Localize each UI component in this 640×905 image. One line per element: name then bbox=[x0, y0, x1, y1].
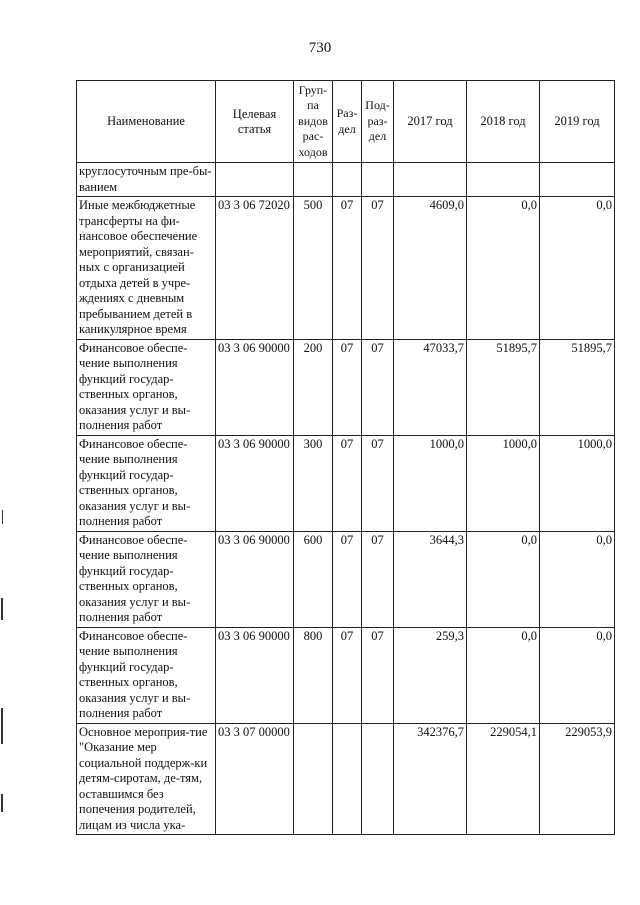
table-header-row bbox=[77, 81, 615, 163]
header-year-2017: 2017 год bbox=[394, 81, 467, 163]
row-value-2019: 51895,7 bbox=[540, 339, 615, 435]
table-row bbox=[77, 197, 615, 340]
row-value-2019: 0,0 bbox=[540, 197, 615, 340]
header-year-2018: 2018 год bbox=[467, 81, 540, 163]
margin-mark bbox=[2, 510, 3, 524]
row-value-2017 bbox=[394, 163, 467, 197]
row-target-article: 03 3 06 90000 bbox=[216, 435, 294, 531]
row-target-article: 03 3 07 00000 bbox=[216, 723, 294, 835]
row-value-2019: 0,0 bbox=[540, 531, 615, 627]
row-value-2018: 0,0 bbox=[467, 197, 540, 340]
row-section: 07 bbox=[333, 339, 362, 435]
row-target-article bbox=[216, 163, 294, 197]
row-value-2017: 259,3 bbox=[394, 627, 467, 723]
header-year-2019: 2019 год bbox=[540, 81, 615, 163]
row-subsection: 07 bbox=[362, 627, 394, 723]
row-subsection: 07 bbox=[362, 197, 394, 340]
row-expense-group: 200 bbox=[294, 339, 333, 435]
header-section: Раз- дел bbox=[333, 81, 362, 163]
header-subsection: Под- раз- дел bbox=[362, 81, 394, 163]
row-value-2018: 0,0 bbox=[467, 627, 540, 723]
row-value-2019 bbox=[540, 163, 615, 197]
row-value-2019: 229053,9 bbox=[540, 723, 615, 835]
budget-table bbox=[76, 80, 615, 835]
table-row bbox=[77, 723, 615, 835]
row-subsection bbox=[362, 723, 394, 835]
row-subsection: 07 bbox=[362, 531, 394, 627]
row-value-2019: 1000,0 bbox=[540, 435, 615, 531]
row-name: Финансовое обеспе-чение выполнения функций государ-ственных органов, оказания услуг и вы-полнения работ bbox=[77, 531, 216, 627]
row-target-article: 03 3 06 90000 bbox=[216, 339, 294, 435]
row-name: Финансовое обеспе-чение выполнения функций государ-ственных органов, оказания услуг и вы-полнения работ bbox=[77, 435, 216, 531]
header-expense-group: Груп- па видов рас- ходов bbox=[294, 81, 333, 163]
margin-mark bbox=[1, 794, 3, 812]
row-name: Финансовое обеспе-чение выполнения функций государ-ственных органов, оказания услуг и вы-полнения работ bbox=[77, 627, 216, 723]
row-value-2017: 4609,0 bbox=[394, 197, 467, 340]
row-value-2017: 47033,7 bbox=[394, 339, 467, 435]
row-section bbox=[333, 723, 362, 835]
margin-mark bbox=[1, 708, 3, 744]
row-expense-group: 300 bbox=[294, 435, 333, 531]
row-section: 07 bbox=[333, 197, 362, 340]
row-expense-group: 500 bbox=[294, 197, 333, 340]
row-section: 07 bbox=[333, 531, 362, 627]
row-section: 07 bbox=[333, 435, 362, 531]
page-number: 730 bbox=[308, 40, 332, 56]
row-section bbox=[333, 163, 362, 197]
row-value-2018: 51895,7 bbox=[467, 339, 540, 435]
row-expense-group bbox=[294, 163, 333, 197]
margin-mark bbox=[1, 598, 3, 620]
row-subsection: 07 bbox=[362, 339, 394, 435]
row-value-2017: 342376,7 bbox=[394, 723, 467, 835]
table-row bbox=[77, 435, 615, 531]
table-row bbox=[77, 531, 615, 627]
row-value-2017: 3644,3 bbox=[394, 531, 467, 627]
row-expense-group: 800 bbox=[294, 627, 333, 723]
row-name: Финансовое обеспе-чение выполнения функций государ-ственных органов, оказания услуг и вы-полнения работ bbox=[77, 339, 216, 435]
row-value-2019: 0,0 bbox=[540, 627, 615, 723]
row-value-2018: 0,0 bbox=[467, 531, 540, 627]
header-name: Наименование bbox=[77, 81, 216, 163]
row-name: круглосуточным пре-быванием bbox=[77, 163, 216, 197]
row-subsection: 07 bbox=[362, 435, 394, 531]
row-name: Иные межбюджетные трансферты на фи-нансовое обеспечение мероприятий, связан-ных с организацией отдыха детей в учре-ждениях с дневным пребыванием детей в каникулярное время bbox=[77, 197, 216, 340]
row-value-2018: 1000,0 bbox=[467, 435, 540, 531]
row-target-article: 03 3 06 90000 bbox=[216, 531, 294, 627]
row-expense-group: 600 bbox=[294, 531, 333, 627]
row-subsection bbox=[362, 163, 394, 197]
table-row bbox=[77, 339, 615, 435]
row-target-article: 03 3 06 72020 bbox=[216, 197, 294, 340]
row-value-2017: 1000,0 bbox=[394, 435, 467, 531]
table-row bbox=[77, 163, 615, 197]
row-name: Основное мероприя-тие "Оказание мер социальной поддерж-ки детям-сиротам, де-тям, оставшимся без попечения родителей, лицам из числа ука- bbox=[77, 723, 216, 835]
row-value-2018: 229054,1 bbox=[467, 723, 540, 835]
row-value-2018 bbox=[467, 163, 540, 197]
row-target-article: 03 3 06 90000 bbox=[216, 627, 294, 723]
row-expense-group bbox=[294, 723, 333, 835]
table-row bbox=[77, 627, 615, 723]
row-section: 07 bbox=[333, 627, 362, 723]
header-target-article: Целевая статья bbox=[216, 81, 294, 163]
